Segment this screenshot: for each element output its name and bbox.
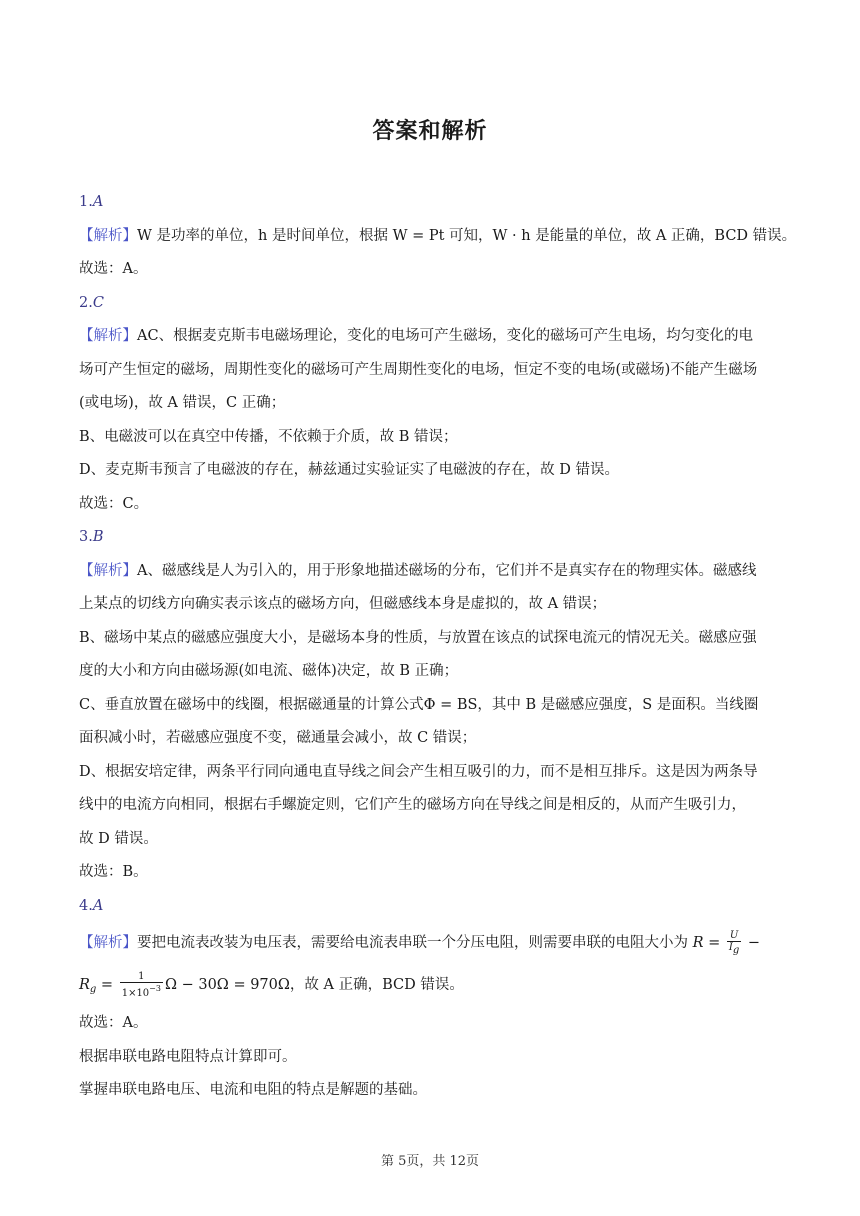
analysis-line: 【解析】要把电流表改装为电压表，需要给电流表串联一个分压电阻，则需要串联的电阻大小为 R = $\frac{U}{Ig}$ − <box>79 930 761 956</box>
formula-line: $R_g$ = $\frac{1}{1\times 10^{-3}}$ Ω − 30Ω = 970Ω，故 A 正确，BCD 错误。 <box>79 971 464 999</box>
choice-line: 故选：A。 <box>79 1015 148 1031</box>
analysis-label: 【解析】 <box>79 562 137 579</box>
fraction-one-over-milli: $\frac{1}{1\times 10^{-3}}$ <box>121 971 161 999</box>
analysis-line: 【解析】AC、根据麦克斯韦电磁场理论，变化的电场可产生磁场，变化的磁场可产生电场，均匀变化的电 <box>79 328 754 344</box>
analysis-line: 根据串联电路电阻特点计算即可。 <box>79 1048 297 1065</box>
analysis-label: 【解析】 <box>79 328 137 344</box>
choice-line: 故选：B。 <box>79 864 148 880</box>
question-number: 1.A <box>79 194 104 210</box>
question-number: 3.B <box>79 529 104 545</box>
analysis-line: 【解析】A、磁感线是人为引入的，用于形象地描述磁场的分布，它们并不是真实存在的物理实体。磁感线 <box>79 562 757 579</box>
page-title: 答案和解析 <box>372 119 488 144</box>
analysis-line: B、磁场中某点的磁感应强度大小，是磁场本身的性质，与放置在该点的试探电流元的情况无关。磁感应强 <box>79 629 757 646</box>
choice-line: 故选：C。 <box>79 495 149 512</box>
analysis-line: D、麦克斯韦预言了电磁波的存在，赫兹通过实验证实了电磁波的存在，故 D 错误。 <box>79 462 619 478</box>
analysis-line: 【解析】W 是功率的单位，h 是时间单位，根据 W = Pt 可知，W · h 是能量的单位，故 A 正确，BCD 错误。 <box>79 227 797 244</box>
analysis-line: D、根据安培定律，两条平行同向通电直导线之间会产生相互吸引的力，而不是相互排斥。这是因为两条导 <box>79 763 758 780</box>
question-number: 2.C <box>79 294 104 311</box>
analysis-line: 掌握串联电路电压、电流和电阻的特点是解题的基础。 <box>79 1082 427 1098</box>
choice-line: 故选：A。 <box>79 261 148 277</box>
fraction-u-over-ig: $\frac{U}{Ig}$ <box>728 930 740 956</box>
page-footer: 第 5页，共 12页 <box>380 1154 480 1169</box>
question-number: 4.A <box>79 897 104 914</box>
analysis-line: 度的大小和方向由磁场源(如电流、磁体)决定，故 B 正确； <box>79 663 459 679</box>
analysis-line: 上某点的切线方向确实表示该点的磁场方向，但磁感线本身是虚拟的，故 A 错误； <box>79 596 607 612</box>
answer-content <box>79 186 797 1108</box>
analysis-line: 线中的电流方向相同，根据右手螺旋定则，它们产生的磁场方向在导线之间是相反的，从而产生吸引力， <box>79 797 746 813</box>
analysis-line: 场可产生恒定的磁场，周期性变化的磁场可产生周期性变化的电场，恒定不变的电场(或磁场)不能产生磁场 <box>79 361 758 378</box>
analysis-line: 故 D 错误。 <box>79 830 158 847</box>
analysis-line: 面积减小时，若磁感应强度不变，磁通量会减小，故 C 错误； <box>79 730 477 746</box>
analysis-label: 【解析】 <box>79 227 137 244</box>
analysis-label: 【解析】 <box>79 935 137 951</box>
formula-part: R = $\frac{U}{Ig}$ − <box>692 930 761 956</box>
analysis-line: (或电场)，故 A 错误，C 正确； <box>79 395 286 411</box>
analysis-line: B、电磁波可以在真空中传播，不依赖于介质，故 B 错误； <box>79 428 458 445</box>
analysis-line: C、垂直放置在磁场中的线圈，根据磁通量的计算公式Φ = BS，其中 B 是磁感应强度，S 是面积。当线圈 <box>79 696 759 713</box>
